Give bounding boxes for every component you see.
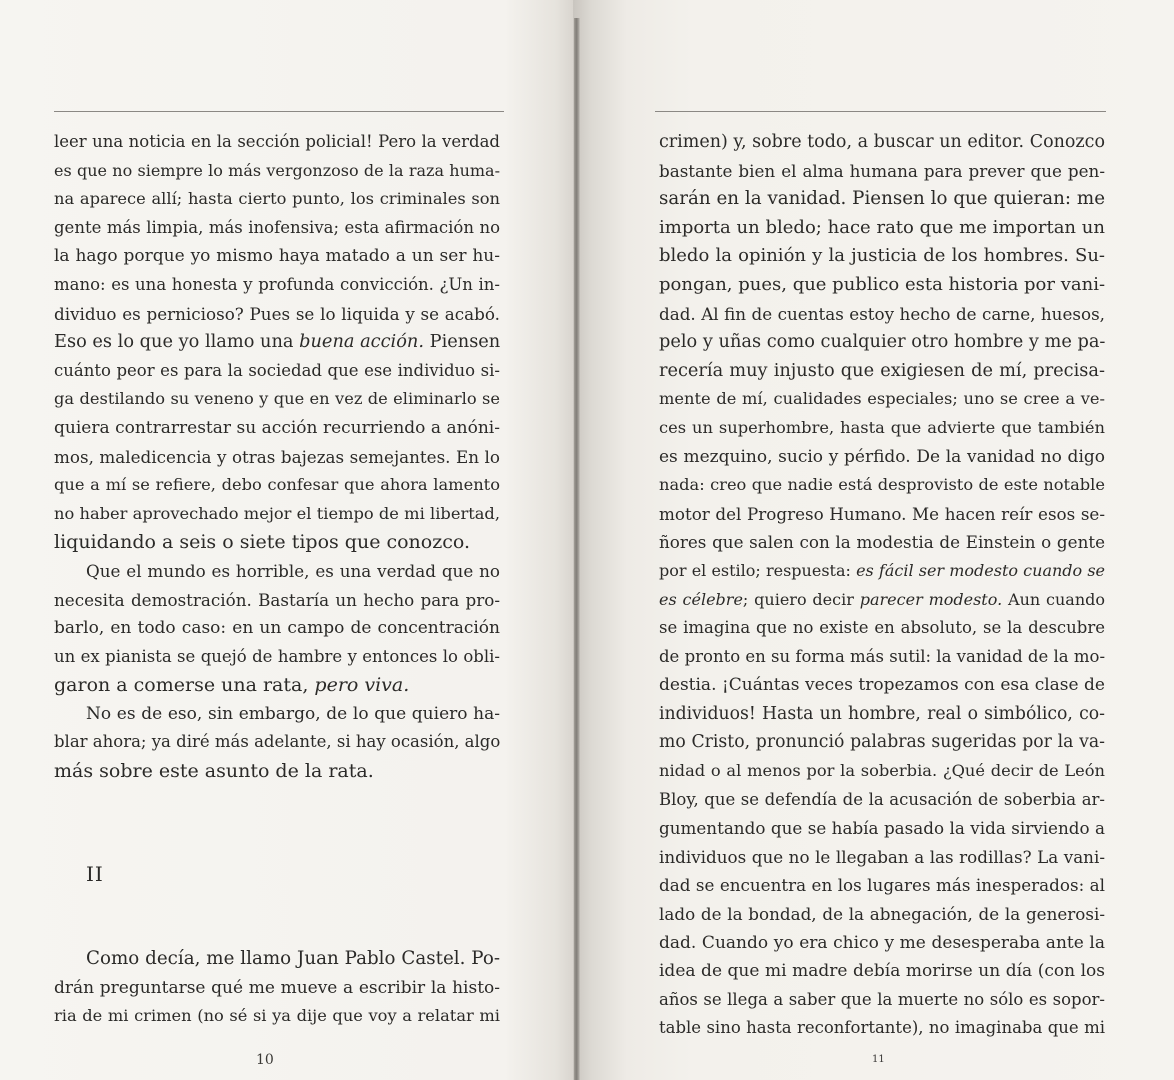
text-span: Eso es lo que yo llamo una bbox=[54, 332, 300, 353]
text-line: de pronto en su forma más sutil: la vanidad de la mo- bbox=[659, 646, 1106, 666]
left-page-text bbox=[54, 128, 500, 786]
text-line: barlo, en todo caso: en un campo de concentración bbox=[54, 618, 500, 639]
text-line: pongan, pues, que publico esta historia por vani- bbox=[659, 273, 1106, 295]
italic-phrase: es fácil ser modesto cuando se bbox=[856, 560, 1106, 580]
header-rule bbox=[655, 111, 1106, 112]
text-line: bledo la opinión y la justicia de los hombres. Su- bbox=[659, 245, 1105, 267]
text-line: nidad o al menos por la soberbia. ¿Qué decir de León bbox=[659, 761, 1105, 781]
text-line: individuos que no le llegaban a las rodillas? La vani- bbox=[659, 846, 1105, 867]
text-span: por el estilo; respuesta: bbox=[659, 560, 857, 580]
chapter-heading: II bbox=[86, 862, 104, 886]
text-line: dad. Cuando yo era chico y me desesperaba ante la bbox=[659, 932, 1105, 953]
text-line: mos, maledicencia y otras bajezas semejantes. En lo bbox=[54, 446, 500, 467]
text-line: liquidando a seis o siete tipos que conozco. bbox=[54, 531, 471, 554]
text-line bbox=[54, 328, 500, 357]
text-line: na aparece allí; hasta cierto punto, los criminales son bbox=[54, 189, 500, 209]
text-line: blar ahora; ya diré más adelante, si hay ocasión, algo bbox=[54, 732, 501, 752]
text-line: No es de eso, sin embargo, de lo que quiero ha- bbox=[86, 703, 500, 724]
text-line: dad. Al fin de cuentas estoy hecho de carne, huesos, bbox=[659, 303, 1105, 324]
text-line: que a mí se refiere, debo confesar que ahora lamento bbox=[54, 475, 500, 495]
italic-phrase: es célebre bbox=[659, 589, 743, 609]
text-line: Bloy, que se defendía de la acusación de soberbia ar- bbox=[659, 789, 1105, 809]
text-line: crimen) y, sobre todo, a buscar un editor. Conozco bbox=[659, 132, 1105, 152]
text-span: Piensen bbox=[424, 332, 501, 353]
text-line: se imagina que no existe en absoluto, se la descubre bbox=[659, 618, 1105, 638]
text-line: bastante bien el alma humana para prever que pen- bbox=[659, 160, 1105, 181]
text-line bbox=[659, 586, 1105, 615]
text-line: table sino hasta reconfortante), no imaginaba que mi bbox=[659, 1018, 1105, 1038]
text-line: nada: creo que nadie está desprovisto de este notable bbox=[659, 475, 1105, 495]
text-line: Que el mundo es horrible, es una verdad que no bbox=[86, 560, 500, 581]
text-line: gumentando que se había pasado la vida sirviendo a bbox=[659, 818, 1105, 839]
text-line: mano: es una honesta y profunda convicción. ¿Un in- bbox=[54, 274, 500, 294]
text-line: mo Cristo, pronunció palabras sugeridas por la va- bbox=[659, 732, 1105, 753]
text-span: garon a comerse una rata, bbox=[54, 674, 315, 697]
text-line: individuos! Hasta un hombre, real o simbólico, co- bbox=[659, 703, 1105, 724]
italic-phrase: parecer modesto. bbox=[859, 589, 1003, 609]
text-line: ñores que salen con la modestia de Einstein o gente bbox=[659, 532, 1105, 553]
text-line: importa un bledo; hace rato que me importan un bbox=[659, 216, 1105, 238]
text-line: motor del Progreso Humano. Me hacen reír esos se- bbox=[659, 503, 1105, 524]
book-gutter bbox=[574, 18, 580, 1080]
text-line: la hago porque yo mismo haya matado a un ser hu- bbox=[54, 246, 500, 267]
text-line: sarán en la vanidad. Piensen lo que quieran: me bbox=[659, 188, 1105, 210]
text-line: dividuo es pernicioso? Pues se lo liquida y se acabó. bbox=[54, 303, 500, 324]
text-line: quiera contrarrestar su acción recurriendo a anóni- bbox=[54, 417, 500, 438]
text-line: un ex pianista se quejó de hambre y entonces lo obli- bbox=[54, 646, 500, 666]
text-line: cuánto peor es para la sociedad que ese individuo si- bbox=[54, 360, 500, 380]
text-line bbox=[54, 671, 500, 700]
text-span: Aun cuando bbox=[1002, 589, 1106, 609]
text-line: pelo y uñas como cualquier otro hombre y me pa- bbox=[659, 332, 1106, 353]
text-line: más sobre este asunto de la rata. bbox=[54, 760, 374, 783]
text-line: no haber aprovechado mejor el tiempo de mi libertad, bbox=[54, 503, 500, 523]
text-line: ces un superhombre, hasta que advierte que también bbox=[659, 417, 1105, 437]
text-line: necesita demostración. Bastaría un hecho para pro- bbox=[54, 589, 500, 610]
text-line: destia. ¡Cuántas veces tropezamos con esa clase de bbox=[659, 675, 1105, 696]
chapter-opening-text bbox=[54, 945, 500, 1031]
italic-phrase: pero viva. bbox=[314, 674, 410, 697]
right-page-text bbox=[659, 128, 1105, 1043]
text-line bbox=[659, 557, 1105, 586]
left-page bbox=[0, 0, 573, 1080]
page-number: 10 bbox=[256, 1052, 274, 1068]
text-line: lado de la bondad, de la abnegación, de la generosi- bbox=[659, 904, 1105, 925]
text-line: drán preguntarse qué me mueve a escribir la histo- bbox=[54, 977, 500, 998]
text-span: ; quiero decir bbox=[742, 589, 860, 609]
header-rule bbox=[54, 111, 504, 112]
page-number: 11 bbox=[872, 1054, 885, 1065]
text-line: años se llega a saber que la muerte no sólo es sopor- bbox=[659, 989, 1105, 1009]
text-line: recería muy injusto que exigiesen de mí, precisa- bbox=[659, 360, 1105, 381]
right-page bbox=[573, 0, 1174, 1080]
text-line: es mezquino, sucio y pérfido. De la vanidad no digo bbox=[659, 446, 1105, 467]
text-line: gente más limpia, más inofensiva; esta afirmación no bbox=[54, 217, 500, 237]
text-line: ria de mi crimen (no sé si ya dije que voy a relatar mi bbox=[54, 1006, 500, 1026]
text-line: ga destilando su veneno y que en vez de eliminarlo se bbox=[54, 389, 500, 409]
text-line: idea de que mi madre debía morirse un día (con los bbox=[659, 961, 1105, 982]
text-line: mente de mí, cualidades especiales; uno se cree a ve- bbox=[659, 389, 1105, 409]
text-line: dad se encuentra en los lugares más inesperados: al bbox=[659, 875, 1105, 896]
italic-phrase: buena acción. bbox=[299, 332, 424, 353]
text-line: Como decía, me llamo Juan Pablo Castel. Po- bbox=[86, 948, 500, 969]
text-line: es que no siempre lo más vergonzoso de la raza huma- bbox=[54, 160, 500, 180]
text-line: leer una noticia en la sección policial! Pero la verdad bbox=[54, 132, 500, 151]
